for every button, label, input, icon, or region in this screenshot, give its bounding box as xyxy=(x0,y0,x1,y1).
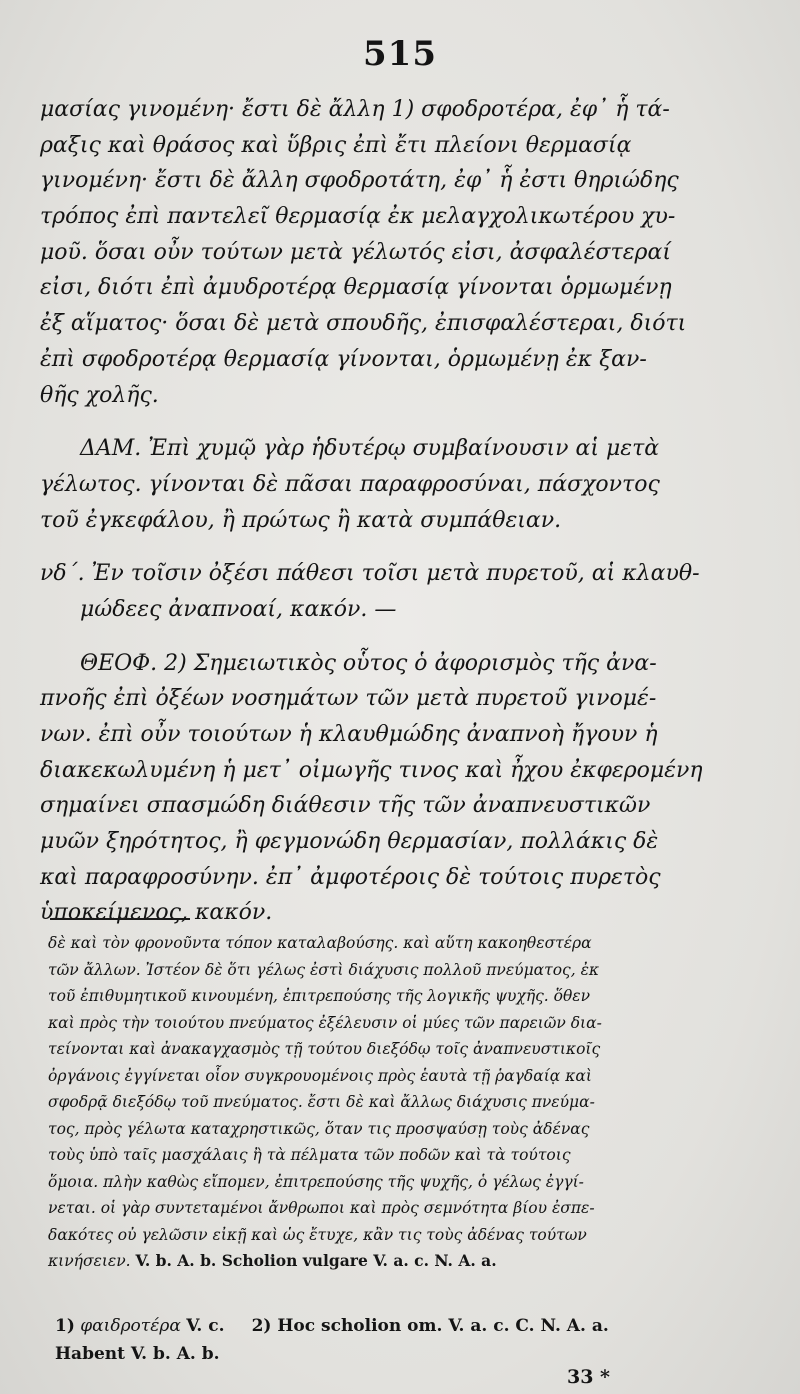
commentary-theoph-line: νων. ἐπὶ οὖν τοιούτων ἡ κλαυθμώδης ἀναπνοὴ ἤγουν ἡ xyxy=(40,722,658,747)
commentary-theoph-line: διακεκωλυμένη ἡ μετ᾽ οἰμωγῆς τινος καὶ ἦχου ἐκφερομένη xyxy=(40,757,703,783)
text-line: εἰσι, διότι ἐπὶ ἀμυδροτέρᾳ θερμασίᾳ γίνονται ὁρμωμένῃ xyxy=(40,275,672,301)
footnote-line: τος, πρὸς γέλωτα καταχρηστικῶς, ὅταν τις προσψαύσῃ τοὺς ἀδένας xyxy=(48,1119,590,1138)
footnote-block xyxy=(48,930,770,1275)
critical-apparatus xyxy=(55,1312,770,1368)
text-line: τρόπος ἐπὶ παντελεῖ θερμασίᾳ ἐκ μελαγχολικωτέρου χυ- xyxy=(40,204,676,230)
commentary-theoph-line: πνοῆς ἐπὶ ὀξέων νοσημάτων τῶν μετὰ πυρετοῦ γινομέ- xyxy=(40,686,657,712)
text-line: ἐξ αἵματος· ὅσαι δὲ μετὰ σπουδῆς, ἐπισφαλέστεραι, διότι xyxy=(40,311,687,337)
critical-note-continuation: Habent V. b. A. b. xyxy=(55,1344,220,1364)
commentary-theoph-line: μυῶν ξηρότητος, ἢ φεγμονώδη θερμασίαν, πολλάκις δὲ xyxy=(40,829,659,855)
footnote-line: νεται. οἱ γὰρ συντεταμένοι ἄνθρωποι καὶ πρὸς σεμνότητα βίου ἐσπε- xyxy=(48,1199,595,1217)
footnote-line: ὀργάνοις ἐγγίνεται οἷον συγκρουομένοις πρὸς ἑαυτὰ τῇ ῥαγδαίᾳ καὶ xyxy=(48,1066,592,1085)
signature-mark: 33 * xyxy=(567,1366,610,1388)
footnote-sigla: V. b. A. b. Scholion vulgare V. a. c. N. A. a. xyxy=(135,1251,497,1270)
commentary-dam-line: τοῦ ἐγκεφάλου, ἢ πρώτως ἢ κατὰ συμπάθειαν. xyxy=(40,507,562,533)
critical-sigla: V. c. xyxy=(186,1316,225,1336)
footnote-divider xyxy=(50,918,190,920)
footnote-line: δακότες οὐ γελῶσιν εἰκῇ καὶ ὡς ἔτυχε, κἂν τις τοὺς ἀδένας τούτων xyxy=(48,1225,587,1244)
footnote-line: καὶ πρὸς τὴν τοιούτου πνεύματος ἐξέλευσιν οἱ μύες τῶν παρειῶν δια- xyxy=(48,1013,602,1032)
aphorism-line: νδ΄. Ἐν τοῖσιν ὀξέσι πάθεσι τοῖσι μετὰ πυρετοῦ, αἱ κλαυθ- xyxy=(40,561,700,587)
paragraph-gap xyxy=(40,538,770,556)
text-line: ἐπὶ σφοδροτέρᾳ θερμασίᾳ γίνονται, ὁρμωμένῃ ἐκ ξαν- xyxy=(40,346,647,372)
text-line: θῆς χολῆς. xyxy=(40,382,159,408)
page-number: 515 xyxy=(363,34,437,74)
commentary-dam-line: ΔΑΜ. Ἐπὶ χυμῷ γὰρ ἡδυτέρῳ συμβαίνουσιν αἱ μετὰ xyxy=(80,436,660,462)
footnote-line: δὲ καὶ τὸν φρονοῦντα τόπον καταλαβούσης. καὶ αὕτη κακοηθεστέρα xyxy=(48,934,592,952)
text-line: μοῦ. ὅσαι οὖν τούτων μετὰ γέλωτός εἰσι, ἀσφαλέστεραί xyxy=(40,239,671,265)
footnote-line: τῶν ἄλλων. Ἰστέον δὲ ὅτι γέλως ἐστὶ διάχυσις πολλοῦ πνεύματος, ἐκ xyxy=(48,960,600,979)
paragraph-gap xyxy=(40,413,770,431)
footnote-line: σφοδρᾷ διεξόδῳ τοῦ πνεύματος. ἔστι δὲ καὶ ἄλλως διάχυσις πνεύμα- xyxy=(48,1093,595,1111)
footnote-line: τείνονται καὶ ἀνακαγχασμὸς τῇ τούτου διεξόδῳ τοῖς ἀναπνευστικοῖς xyxy=(48,1040,601,1058)
commentary-theoph-line: ΘΕΟΦ. 2) Σημειωτικὸς οὗτος ὁ ἀφορισμὸς τῆς ἀνα- xyxy=(80,650,657,676)
footnote-line: ὅμοια. πλὴν καθὼς εἴπομεν, ἐπιτρεπούσης τῆς ψυχῆς, ὁ γέλως ἐγγί- xyxy=(48,1172,584,1191)
text-line: μασίας γινομένη· ἔστι δὲ ἄλλη 1) σφοδροτέρα, ἐφ᾽ ἧ τά- xyxy=(40,97,670,122)
aphorism-line: μώδεες ἀναπνοαί, κακόν. — xyxy=(80,596,397,622)
text-line: γινομένη· ἔστι δὲ ἄλλη σφοδροτάτη, ἐφ᾽ ἧ ἐστι θηριώδης xyxy=(40,168,679,194)
critical-note-number: 1) xyxy=(55,1316,75,1336)
critical-variant: φαιδροτέρα xyxy=(80,1316,181,1336)
text-line: ραξις καὶ θράσος καὶ ὕβρις ἐπὶ ἔτι πλείονι θερμασίᾳ xyxy=(40,132,632,158)
paragraph-gap xyxy=(40,628,770,646)
footnote-line-last xyxy=(48,1248,770,1275)
commentary-theoph-line: σημαίνει σπασμώδη διάθεσιν τῆς τῶν ἀναπνευστικῶν xyxy=(40,793,651,819)
footnote-line: τοὺς ὑπὸ ταῖς μασχάλαις ἢ τὰ πέλματα τῶν ποδῶν καὶ τὰ τούτοις xyxy=(48,1146,571,1164)
critical-note-2: 2) Hoc scholion om. V. a. c. C. N. A. a. xyxy=(251,1316,609,1336)
critical-line xyxy=(55,1312,770,1340)
commentary-theoph-line: καὶ παραφροσύνην. ἐπ᾽ ἀμφοτέροις δὲ τούτοις πυρετὸς xyxy=(40,864,661,890)
commentary-theoph-line: ὑποκείμενος, κακόν. xyxy=(40,900,273,926)
main-text xyxy=(40,92,770,931)
footnote-line: τοῦ ἐπιθυμητικοῦ κινουμένη, ἐπιτρεπούσης τῆς λογικῆς ψυχῆς. ὅθεν xyxy=(48,987,591,1005)
footnote-greek: κινήσειεν. xyxy=(48,1252,131,1270)
commentary-dam-line: γέλωτος. γίνονται δὲ πᾶσαι παραφροσύναι, πάσχοντος xyxy=(40,471,660,497)
critical-line xyxy=(55,1340,770,1368)
